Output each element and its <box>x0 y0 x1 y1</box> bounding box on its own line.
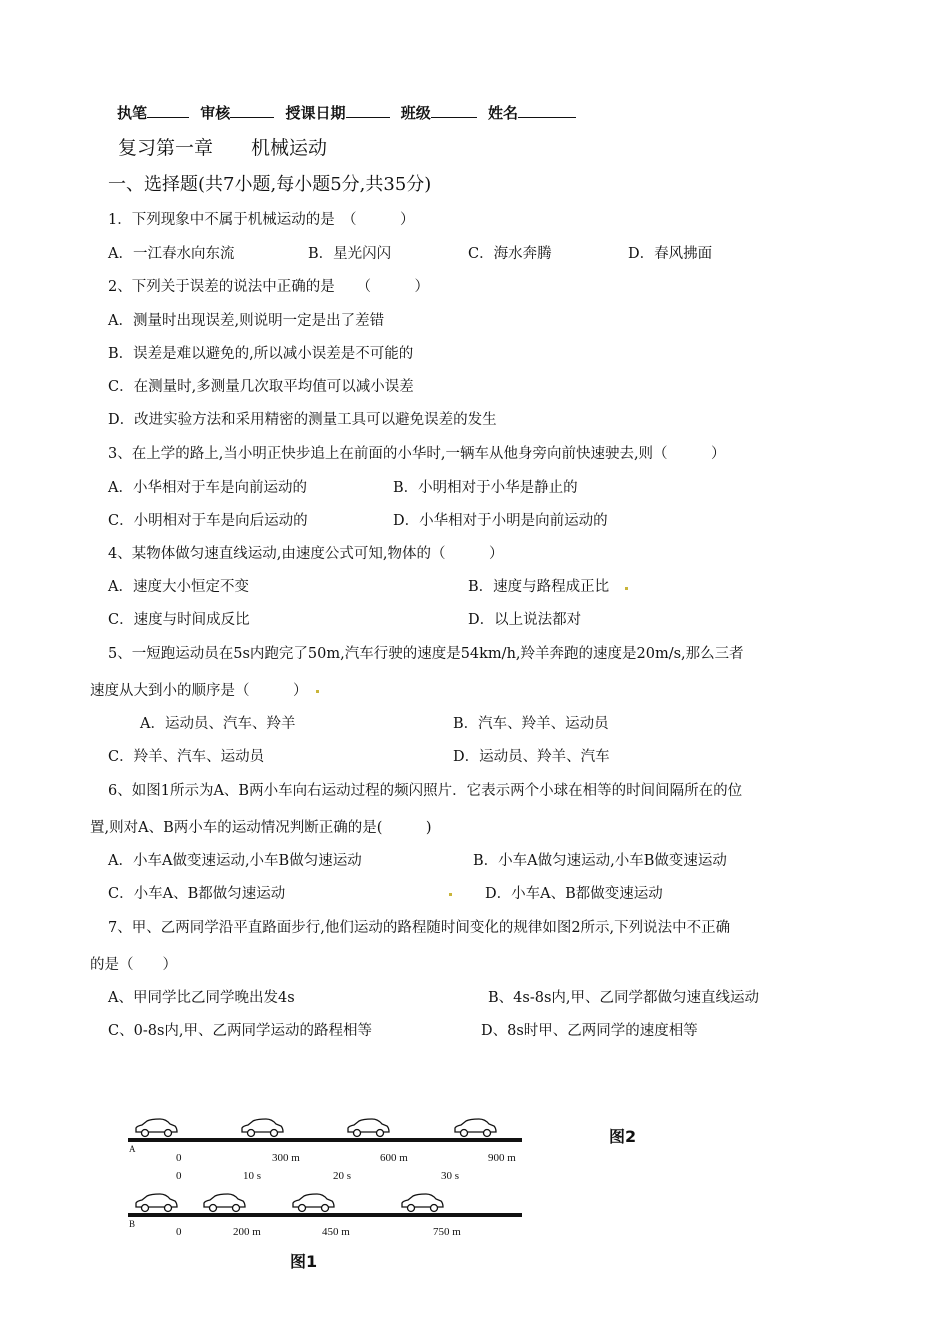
row-b-label: B <box>129 1219 136 1229</box>
question-2-option-d: D．改进实验方法和采用精密的测量工具可以避免误差的发生 <box>108 412 497 428</box>
question-5-option-c: C．羚羊、汽车、运动员 <box>108 749 265 765</box>
header-writer-blank[interactable] <box>147 117 189 118</box>
question-7-option-d: D、8s时甲、乙两同学的速度相等 <box>481 1023 698 1039</box>
header-class-blank[interactable] <box>431 117 477 118</box>
question-2-option-a: A．测量时出现误差,则说明一定是出了差错 <box>108 313 385 329</box>
page-title: 复习第一章 机械运动 <box>118 137 328 159</box>
question-3-option-b: B．小明相对于小华是静止的 <box>393 480 578 496</box>
question-2-option-b: B．误差是难以避免的,所以减小误差是不可能的 <box>108 346 414 362</box>
scan-dot <box>625 587 628 590</box>
question-2-stem: 2、下列关于误差的说法中正确的是 （ ） <box>108 279 429 295</box>
car-icon <box>399 1193 445 1213</box>
question-3-stem: 3、在上学的路上,当小明正快步追上在前面的小华时,一辆车从他身旁向前快速驶去,则（ ） <box>108 446 726 462</box>
row-b-distance: 750 m <box>433 1226 461 1238</box>
question-3-option-c: C．小明相对于车是向后运动的 <box>108 513 308 529</box>
question-7-option-c: C、0-8s内,甲、乙两同学运动的路程相等 <box>108 1023 372 1039</box>
question-1-option-d: D．春风拂面 <box>628 246 713 262</box>
header-name: 姓名 <box>488 104 519 122</box>
question-7-option-b: B、4s-8s内,甲、乙同学都做匀速直线运动 <box>488 990 759 1006</box>
question-6-option-b: B．小车A做匀速运动,小车B做变速运动 <box>473 853 727 869</box>
question-4-option-b: B．速度与路程成正比 <box>468 579 610 595</box>
header-reviewer-blank[interactable] <box>230 117 274 118</box>
question-5-stem-line1: 5、一短跑运动员在5s内跑完了50m,汽车行驶的速度是54km/h,羚羊奔跑的速度是20m/s,那么三者 <box>108 646 744 662</box>
time-label: 30 s <box>441 1170 460 1182</box>
question-4-stem: 4、某物体做匀速直线运动,由速度公式可知,物体的（ ） <box>108 546 504 562</box>
header-writer: 执笔 <box>117 104 148 122</box>
car-icon <box>133 1193 179 1213</box>
question-5-option-d: D．运动员、羚羊、汽车 <box>453 749 610 765</box>
header-date-blank[interactable] <box>346 117 390 118</box>
car-icon <box>452 1118 498 1138</box>
row-a-distance: 900 m <box>488 1152 516 1164</box>
row-a-distance: 0 <box>176 1152 182 1164</box>
question-6-option-d: D．小车A、B都做变速运动 <box>485 886 663 902</box>
question-1-option-b: B．星光闪闪 <box>308 246 392 262</box>
question-1-option-c: C．海水奔腾 <box>468 246 552 262</box>
question-4-option-d: D．以上说法都对 <box>468 612 582 628</box>
row-b-distance: 200 m <box>233 1226 261 1238</box>
car-icon <box>345 1118 391 1138</box>
question-4-option-a: A．速度大小恒定不变 <box>108 579 249 595</box>
road-a <box>128 1138 522 1142</box>
figure-1-label: 图1 <box>290 1252 318 1271</box>
figure-2-label: 图2 <box>609 1127 637 1146</box>
question-1-stem: 1．下列现象中不属于机械运动的是 （ ） <box>108 212 415 228</box>
question-5-stem-line2: 速度从大到小的顺序是（ ） <box>90 683 308 699</box>
question-6-stem-line1: 6、如图1所示为A、B两小车向右运动过程的频闪照片．它表示两个小球在相等的时间间隔所在的位 <box>108 783 743 799</box>
time-label: 20 s <box>333 1170 352 1182</box>
question-6-option-a: A．小车A做变速运动,小车B做匀速运动 <box>108 853 362 869</box>
question-6-stem-line2: 置,则对A、B两小车的运动情况判断正确的是( ) <box>90 820 432 836</box>
question-5-option-b: B．汽车、羚羊、运动员 <box>453 716 609 732</box>
section-heading: 一、选择题(共7小题,每小题5分,共35分) <box>108 174 432 195</box>
question-1-option-a: A．一江春水向东流 <box>108 246 235 262</box>
row-a-distance: 300 m <box>272 1152 300 1164</box>
header-reviewer: 审核 <box>200 104 231 122</box>
row-b-distance: 0 <box>176 1226 182 1238</box>
car-icon <box>239 1118 285 1138</box>
question-7-option-a: A、甲同学比乙同学晚出发4s <box>108 990 295 1006</box>
question-3-option-d: D．小华相对于小明是向前运动的 <box>393 513 608 529</box>
question-4-option-c: C．速度与时间成反比 <box>108 612 250 628</box>
question-5-option-a: A．运动员、汽车、羚羊 <box>140 716 296 732</box>
scan-dot <box>316 690 319 693</box>
question-6-option-c: C．小车A、B都做匀速运动 <box>108 886 286 902</box>
row-a-label: A <box>129 1144 136 1154</box>
question-7-stem-line1: 7、甲、乙两同学沿平直路面步行,他们运动的路程随时间变化的规律如图2所示,下列说法中不正确 <box>108 920 731 936</box>
row-a-distance: 600 m <box>380 1152 408 1164</box>
time-label: 10 s <box>243 1170 262 1182</box>
road-b <box>128 1213 522 1217</box>
header-date: 授课日期 <box>285 104 346 122</box>
car-icon <box>133 1118 179 1138</box>
header-class: 班级 <box>400 104 431 122</box>
car-icon <box>201 1193 247 1213</box>
header-name-blank[interactable] <box>518 117 576 118</box>
time-label: 0 <box>176 1170 182 1182</box>
row-b-distance: 450 m <box>322 1226 350 1238</box>
question-3-option-a: A．小华相对于车是向前运动的 <box>108 480 307 496</box>
scan-dot <box>449 893 452 896</box>
header-line <box>117 102 576 123</box>
car-icon <box>290 1193 336 1213</box>
question-7-stem-line2: 的是（ ） <box>90 957 177 973</box>
question-2-option-c: C．在测量时,多测量几次取平均值可以减小误差 <box>108 379 414 395</box>
